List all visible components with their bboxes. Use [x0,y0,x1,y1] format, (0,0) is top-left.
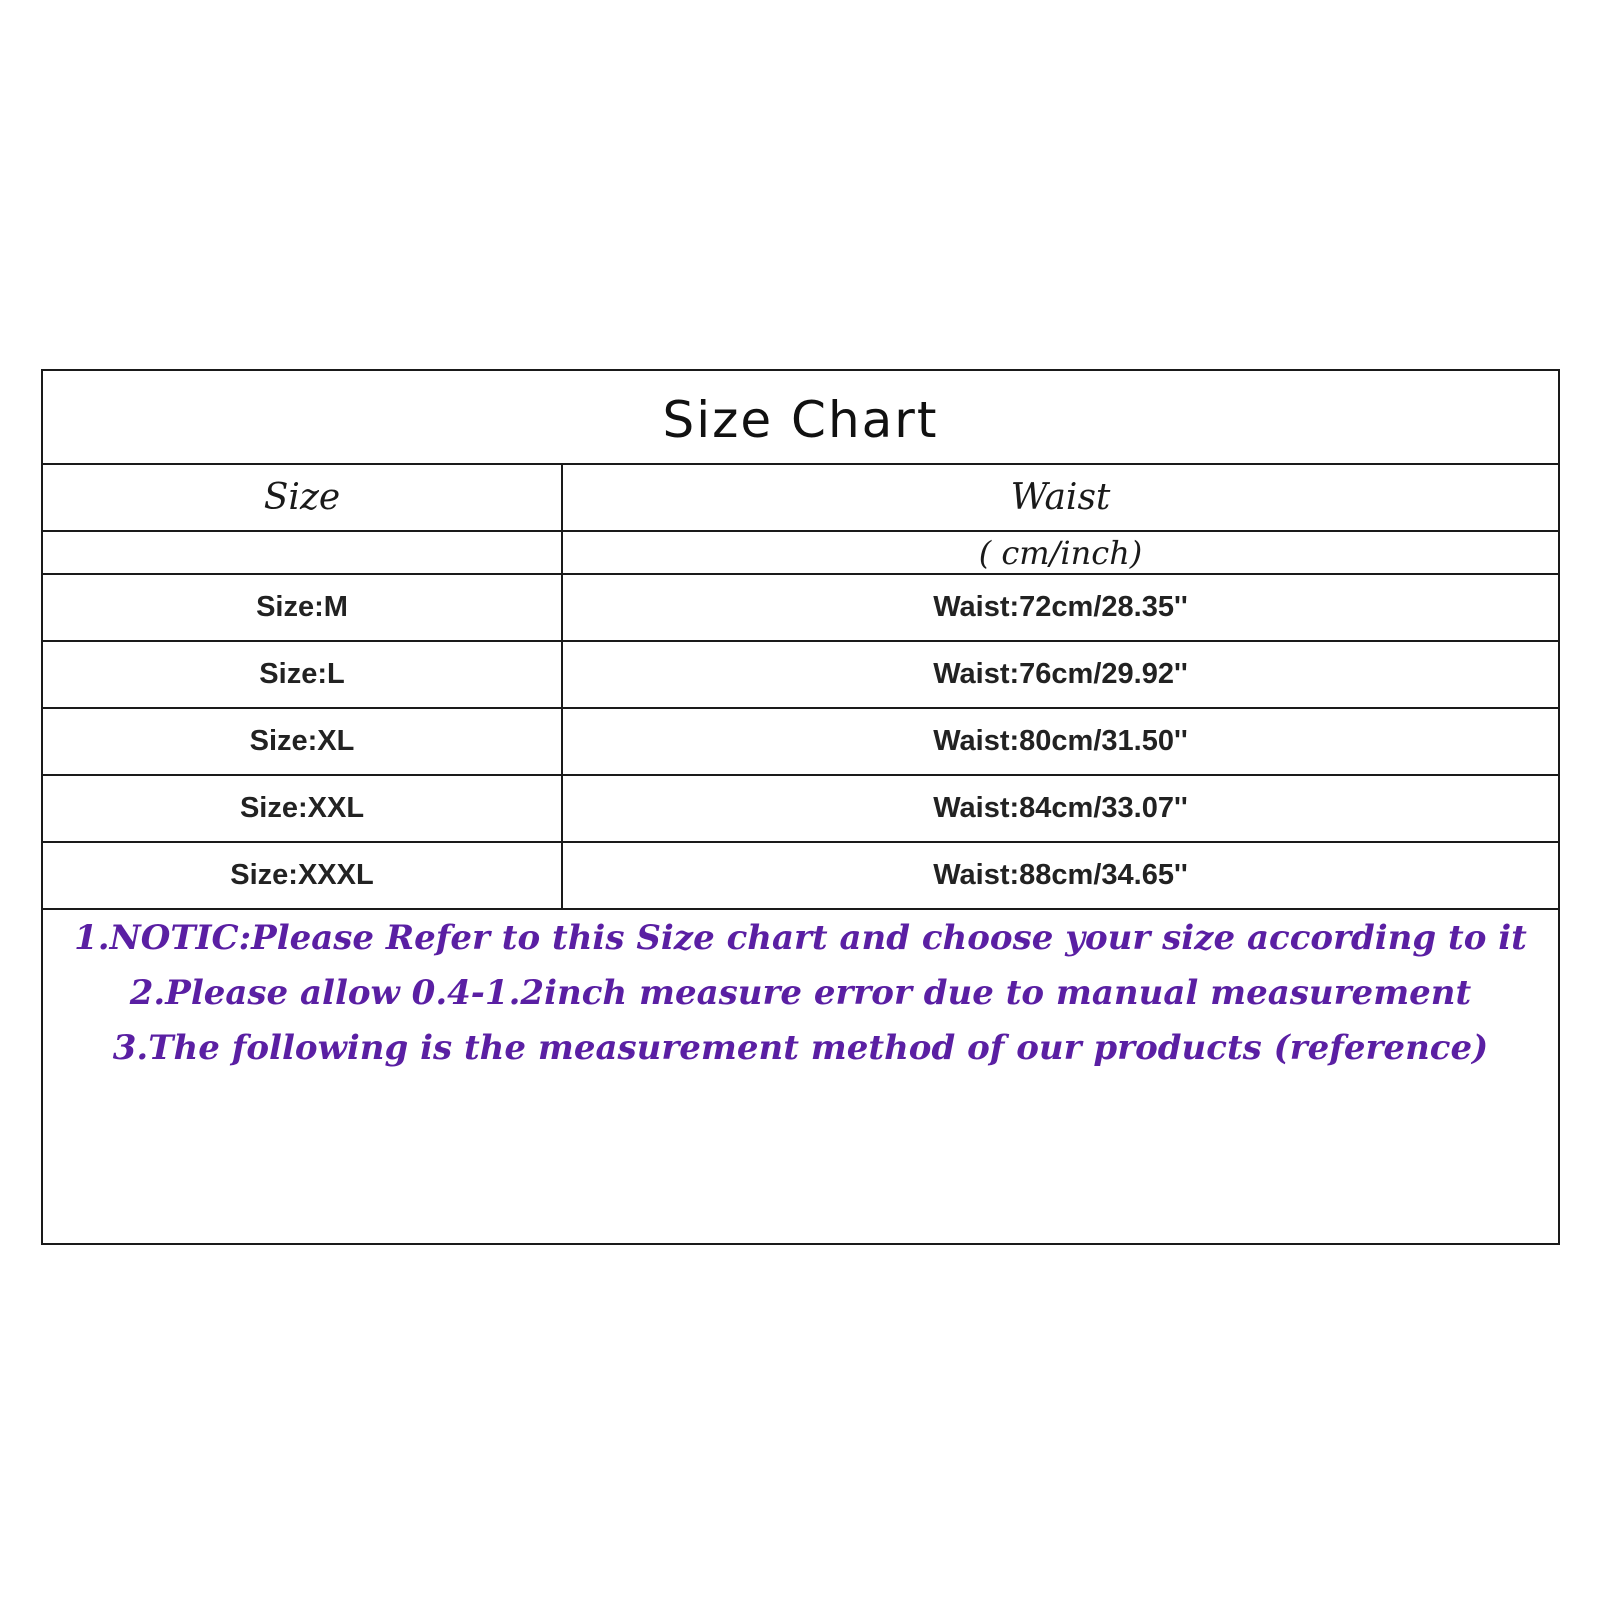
size-cell [43,843,563,908]
table-row [43,709,1558,776]
table-row [43,642,1558,709]
header-row [43,465,1558,532]
note-line: 3.The following is the measurement method of our products (reference) [112,1028,1489,1068]
header-waist-cell [563,465,1558,530]
table-row [43,575,1558,642]
table-row [43,843,1558,910]
waist-cell [563,776,1558,841]
waist-value: Waist:84cm/33.07'' [933,792,1188,824]
waist-cell [563,642,1558,707]
note-line: 1.NOTIC:Please Refer to this Size chart and choose your size according to it [74,918,1527,958]
waist-cell [563,843,1558,908]
size-cell [43,575,563,640]
chart-title: Size Chart [662,391,939,449]
header-waist-label: Waist [1010,477,1111,518]
unit-size-cell [43,532,563,573]
waist-value: Waist:80cm/31.50'' [933,725,1188,757]
size-cell [43,642,563,707]
size-value: Size:M [256,591,348,623]
waist-value: Waist:88cm/34.65'' [933,859,1188,891]
header-size-cell [43,465,563,530]
unit-row [43,532,1558,575]
waist-value: Waist:72cm/28.35'' [933,591,1188,623]
header-size-label: Size [263,477,341,518]
size-value: Size:L [259,658,345,690]
size-value: Size:XL [249,725,355,757]
table-row [43,776,1558,843]
unit-waist-cell [563,532,1558,573]
size-value: Size:XXXL [230,859,374,891]
unit-label: ( cm/inch) [978,533,1143,572]
waist-cell [563,709,1558,774]
waist-value: Waist:76cm/29.92'' [933,658,1188,690]
waist-cell [563,575,1558,640]
note-line: 2.Please allow 0.4-1.2inch measure error due to manual measurement [129,973,1472,1013]
title-row [43,371,1558,465]
size-cell [43,709,563,774]
size-cell [43,776,563,841]
size-chart-table [41,369,1560,1245]
notes-section [43,911,1558,1076]
size-value: Size:XXL [239,792,365,824]
